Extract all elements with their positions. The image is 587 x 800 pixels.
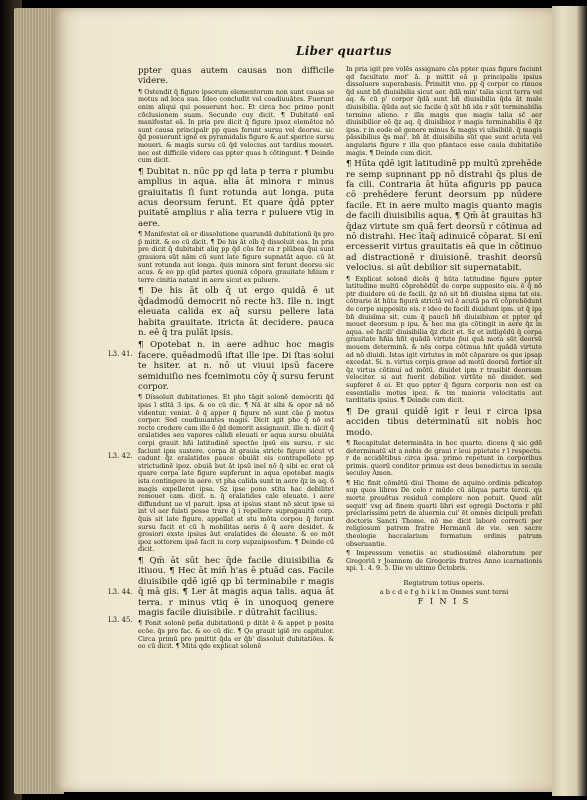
paragraph: ¶ Hic finit cōmētū diui Thome de aquino ordinis pdicatop sup quos libros De celo r mūdo cū aliqua parte tercii. qu morte preuētus residuū complere non potuit. Quod aūt sequit' vsq ad finem quarti libri est egregii Doctoris r phī preclarissimi petri de aluernia cui' ēt omnes dicipuli prefati doctoris Sancti Thome. nō me dicit laborē correcti per religiosum patrem fratre Hermanū de vie. sen sacre theologie baccalarium formatum ordinis patrum obseruantie.	[346, 478, 542, 548]
paragraph: ¶ Ostendit q̄ figure ipsorum elementorum non sunt causa se motus ad loca sua. Ideo concludit vel coadiuuātes. Fuerunt enim aliqui qui posuerunt hoc. Et circa hoc primo ponit cõclusionem suam. Secundo cuy dicit. ¶ Dubitatē enī manifestat eā. In pria pre dicit q̄ figure ipsoz elemētoz nō sunt causa principalr pp quas ferunt sursu vel deorsu. sic q̄d posuerunt ignē ex pyramidalis figure & aut sperice sursu moueri. & magis sursu cū q̄d velocius aut tardius moueri. nec est difficile videre cas ppter quas h cōtingunt. ¶ Deinde cum dicit.	[138, 87, 334, 165]
paragraph: ¶ Manifestat eā er dissolutione quarundā dubitationū q̄s pro p̄ mitit. & eo cū dicit. ¶ De his āt olb q̄ dissoluit eas. In pria pre dicit q̄ dubitabit aliq pp q̄d cūs fer ra r plūbea q̄ui sunt grauiora sūt nām cū sunt late figure supnatāt aque. cū āt sunt rotunda aut longa. q̄uis minora sint ferunt deorsu sic acus. & eo pp qūd partes quoniā cōpora grauitate hñium r terre cinitia natant in aere sicut ex puluere.	[138, 230, 334, 284]
registrum-title: Registrum totius operis.	[403, 579, 485, 587]
margin-note: L3. 41.	[108, 350, 133, 358]
paragraph: ¶ Recapitulat determināta in hoc quarto. dicens q̄ sic gdē determinatū sit a nobis de graui r leui ppietate r ī respectu. r de accidētibus circa ipsa. primo repetunt in corporibus primis. quorū conditor primus est deus benedictus in secula seculoy Amen.	[346, 438, 542, 478]
paragraph: ¶ Ponit solonē peña dubitationū p ditāt ē & appet p posita ecōe. q̄s pro fac. & eo cū dic. ¶ Qe grauit igiē ire capitulor. Circa primū pro pmittit q̄da er q̄b' dissoluit dubitatiōes. & eo cū dicit. ¶ Mita qde explicat solonē	[138, 619, 334, 651]
paragraph: ppter quas autem causas non difficile videre.	[138, 66, 334, 87]
finis: F I N I S	[417, 597, 471, 606]
paragraph: ¶ De his āt olb q̄ ut ergo quidā ē ut q̄dadmodū democrit nō recte h3. Ille n. ingt eleuata calida ex aq̄ sursu pellere lata habita grauitate. itricta āt decidere. pauca n. eē q̄ tra pulāt ipsis.	[138, 286, 334, 338]
paragraph: ¶ De graui quidē igit r leui r circa ipsa acciden tibus determinatū sit nobis hoc modo.	[346, 406, 542, 438]
page-edge-right	[552, 6, 587, 796]
text-column-left	[138, 66, 334, 653]
paragraph: ¶ Explicat solonē dicēs q̄ hūta latitudine figure ppter latitudine multū cōprehēdūt de corpe supposito eis. ē q̄ nō ptr diuidere eū de facili. q̄z nō sit bñ diuisīna sipna tat eis. cōtrarie āt hūta figurā strictā vel ē acutā pa rū cōprehēdunt de corpe supposito eis. r ideo de facili diuidunt ipm. ut q̄ ipa bñ diuisīma sit. cum q̄ paucū bñ diuisibium et ppter qd̄ mouet deorsum p ipu. & hec ma gis cōtingit in aere q̄z in aqua. eē facili' diuisibilia q̄z dicit et. Sz et intligēdū q̄ corpa grauitate hñia hñt quādā virtute p̄ui quā mota sūt deorsū mouem determinā. & nēs corpa cōtinua hñt quādā virtute ad nō diuidi. Istas igit virtutes in mōt cōparare os que ipsap excedat. Si. n. virtus corpis graue ad motū deorsū fortior sit q̄z virtus cōtinui ad mōtū. diuidet ipm r trasibit deorsum velociter. si aut fuerit debilioz virtūte nō diuidet. sed supferet ē ei. Et quo ppter q̄ figura corporis non est ca essentialis motus ipoz. & tm maioris velocitatis aut tarditatis ipsius. ¶ Deinde cum dicit.	[346, 274, 542, 405]
paragraph: ¶ Hūta qdē igit latitudinē pp multū zprehēde re semp supnnant pp nō distrahi q̄s plus de fa cili. Contraria āt hūta afiguris pp pauca cō prehēdere ferunt deorsum pp nūdere facile. Et in aere multo magis quanto magis de facili diuisibilis aqua. ¶ Qm̄ āt grauitas h3 q̄daz virtute sm quā fert deorsū r cōtinua ad nō distrahi. Hec ītaq̄ adinuicē cōparat. Si enī ercesserit virtus grauitatis eā que in cōtinuo ad distractionē r diuisionē. trashit deorsū velocius. si aūt debilior sit supernatabit.	[346, 159, 542, 274]
text-column-right	[346, 66, 542, 606]
paragraph: ¶ Dubitat n. nūc pp qd lata p terra r piumbu amplius in aqua. alia āt minora r minus graiuitatis ſi ſunt rotunda aut longa. puta acus deorsum ferunt. Et quare q̄dā ppter puitatē amplius r alia terra r puluere vtig in aere.	[138, 166, 334, 229]
paragraph: In pria igit pre volēs assignare cās ppter quas figure faciunt qd facultate mot' ã. p mittit eā p principalis ipsius dissoluere superabasis. Primitit vno. pp q̄ corpor co rinuos q̄d sunt bñ diuisibilia sicut aer. q̄dā min' talia sicut terra vel aq. & cū p' corpor q̄dā sunt bñ diuisibilia q̄da āt male diuisibilia. q̄ūda aut sic facile q̄ sūt bñ ida r sūt terminabilia termino alieno. r illa magis que magis talia sc̄ aer diuisibilior eē q̄z aq. q̄ diuisibioz r magis terminabilis ē q̄z ipsa. r in eode eē genere minus & magis vi ulisibilē. q̄ magis pāssibilius q̄s mai'. bñ āt diuisibilia sūt que sunt acuta vel angularis figure r illa quo pfantace esse caula dubitatiōe magis. ¶ Deinde cum dicit.	[346, 65, 542, 157]
paragraph: ¶ Dissoluit dubitationes. Et pho tāgit solonē democriti q̄d ipas ī stītā 3 ips. & eo cū dic. ¶ Nā āt sibi & opor nā nõ videntur. veniat. ē q̄ apper q̄ figure nō sunt cāe p̄ motus corpor. Sed coadiuuantes magis. Dicit igit pho q̄ nō est recte credere cam illo ē q̄d demorit assignauit. ille n. dicit q̄ eralatides seu vapores calidi eleuati er aqua sursu obuiāta corpi grauit hñi latitudinē spectūe ipsū eis sursu. r sic faciunt ipm sustere. corpa āt grauia stricte figure sicut vt cadunt q̄z eralatides pauce obuiāt eis contrapellete pp strictudinē ipoz. obuiā but āt ipsū inel nō q̄ sibi ec erat cā quare corpa late figure supferunt in aqua opotebat magis ista contingere in aere. vt pha calida sunt in aere q̄z in aq. ō magis expelleret ipsa. Sz ipse pono stita hac debilitet remouet cam. dicit. n. q̄ eralatides cale eleuate. i aere diffundunt ue vl paruit. ipsa at ipsius stant nō sicut ipse ui int vl aer fuisti posse trare q̄ i repellere supragauitū corp. q̄uis sit late figure. appellat at stu mōta corpou q̄ ferunt sursu facit et cū h mobilitas aeris ē q̄ aere desidet. & grosiori exste ipsius āut eralatides de eleuate. & eo mōt ipoz sottorem ipsē facit iu corp supzaipsosfum. ¶ Deinde cū dicit.	[138, 393, 334, 554]
running-title: Liber quartus	[296, 44, 392, 58]
paragraph: ¶ Qm̄ āt sūt hec q̄de facile diuisibilia & itiuou. ¶ Hec āt min̄ h'as ē ptuād cas. Facile diuisibile qdē igiē qp bī terminabile r magis q̄ mā gis. ¶ Ler āt magis aqua talis. aqua āt terra. r minus vtiq ē in unoquoq genere magis facile diuisibile. r dūtrahit facilius.	[138, 555, 334, 618]
margin-note: L3. 42.	[108, 452, 133, 460]
margin-note: L3. 45.	[108, 616, 133, 624]
paragraph: ¶ Opotebat n. in aere adhuc hoc magis facere. quēadmodū iftat ille ipe. Di ſtas solui te hsiter. at n. nō ut viuui ipsū facere semiduiſio nes fcemimotu cōy q̄ sursu ferunt corpor.	[138, 340, 334, 392]
registrum-letters: a b c d e f g h i k l m Omnes sunt terni	[379, 588, 509, 596]
margin-note: L3. 44.	[108, 588, 133, 596]
colophon-imprint: ¶ Impressum venetiis ac studiossimē elaboratum per Gregoriū r Joannem de Gregoriis fratres Anno icarnationis xpi. 1. 4. 9. 5. Die vo ultimo Octobris.	[346, 549, 542, 573]
